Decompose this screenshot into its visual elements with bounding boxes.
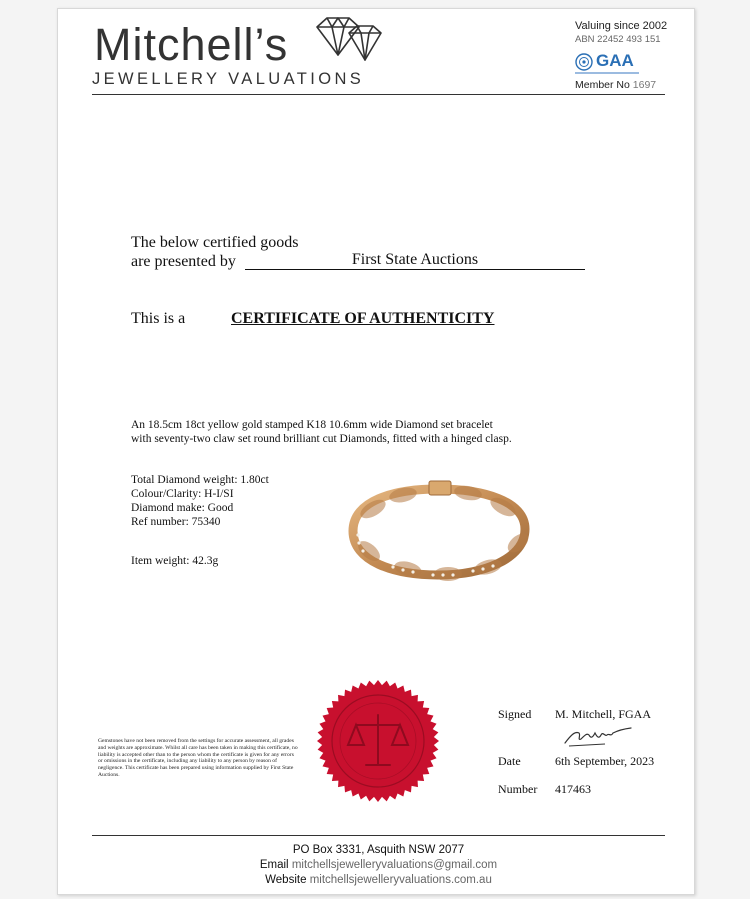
- gaa-logo: [575, 51, 641, 77]
- footer-email: [92, 859, 665, 871]
- footer-website: [92, 874, 665, 886]
- date-label: Date: [498, 754, 521, 768]
- description-line-2: with seventy-two claw set round brilliant cut Diamonds, fitted with a hinged clasp.: [131, 433, 512, 445]
- signed-label: Signed: [498, 707, 532, 721]
- member-label: Member No: [575, 79, 630, 91]
- bracelet-image: [333, 471, 543, 591]
- diamond-logo-icon: [313, 15, 383, 63]
- brand-name: Mitchell’s: [94, 19, 289, 70]
- footer-divider: [92, 835, 665, 836]
- date-value: 6th September, 2023: [555, 754, 655, 768]
- handwritten-signature: [561, 725, 641, 749]
- valuing-since: Valuing since 2002: [575, 20, 668, 32]
- this-is-label: This is a: [131, 310, 186, 327]
- presented-line-2: are presented by: [131, 253, 236, 270]
- wax-seal-icon: [316, 679, 440, 803]
- disclaimer-text: Gemstones have not been removed from the settings for accurate assessment, all grades and weights are approximate. Whilst all care has been taken in making this certificate, no liability is accepted other than to the person whom the certificate is given for any errors or omissions in the certificate, including any liability to any person by reason of negligence. This certificate has been prepared using information supplied by First State Auctions.: [98, 738, 298, 778]
- item-details: [131, 473, 269, 529]
- certificate-title: CERTIFICATE OF AUTHENTICITY: [231, 310, 495, 327]
- total-diamond-weight: Total Diamond weight: 1.80ct: [131, 474, 269, 486]
- member-number: [575, 79, 656, 91]
- footer-email-label: Email: [259, 859, 289, 871]
- colour-clarity: Colour/Clarity: H-I/SI: [131, 488, 234, 500]
- certificate-page: [57, 8, 695, 895]
- description-line-1: An 18.5cm 18ct yellow gold stamped K18 10.6mm wide Diamond set bracelet: [131, 419, 493, 431]
- number-value: 417463: [555, 782, 591, 796]
- item-description: [131, 418, 591, 446]
- abn-number: ABN 22452 493 151: [575, 34, 661, 45]
- brand-tagline: JEWELLERY VALUATIONS: [92, 70, 365, 88]
- footer-address: PO Box 3331, Asquith NSW 2077: [292, 844, 465, 856]
- ref-number: Ref number: 75340: [131, 516, 221, 528]
- diamond-make: Diamond make: Good: [131, 502, 234, 514]
- footer-website-label: Website: [265, 874, 307, 886]
- footer-website-value[interactable]: mitchellsjewelleryvaluations.com.au: [309, 874, 492, 886]
- item-weight: Item weight: 42.3g: [131, 555, 219, 567]
- gaa-logo-text: GAA: [596, 51, 634, 70]
- presenter-name: First State Auctions: [245, 251, 585, 270]
- signed-value: M. Mitchell, FGAA: [555, 707, 651, 721]
- presented-line-1: The below certified goods: [131, 234, 299, 251]
- number-label: Number: [498, 782, 538, 796]
- member-value: 1697: [632, 79, 657, 91]
- header-divider: [92, 94, 665, 95]
- gaa-emblem-icon: [575, 53, 593, 71]
- footer-email-value[interactable]: mitchellsjewelleryvaluations@gmail.com: [291, 859, 498, 871]
